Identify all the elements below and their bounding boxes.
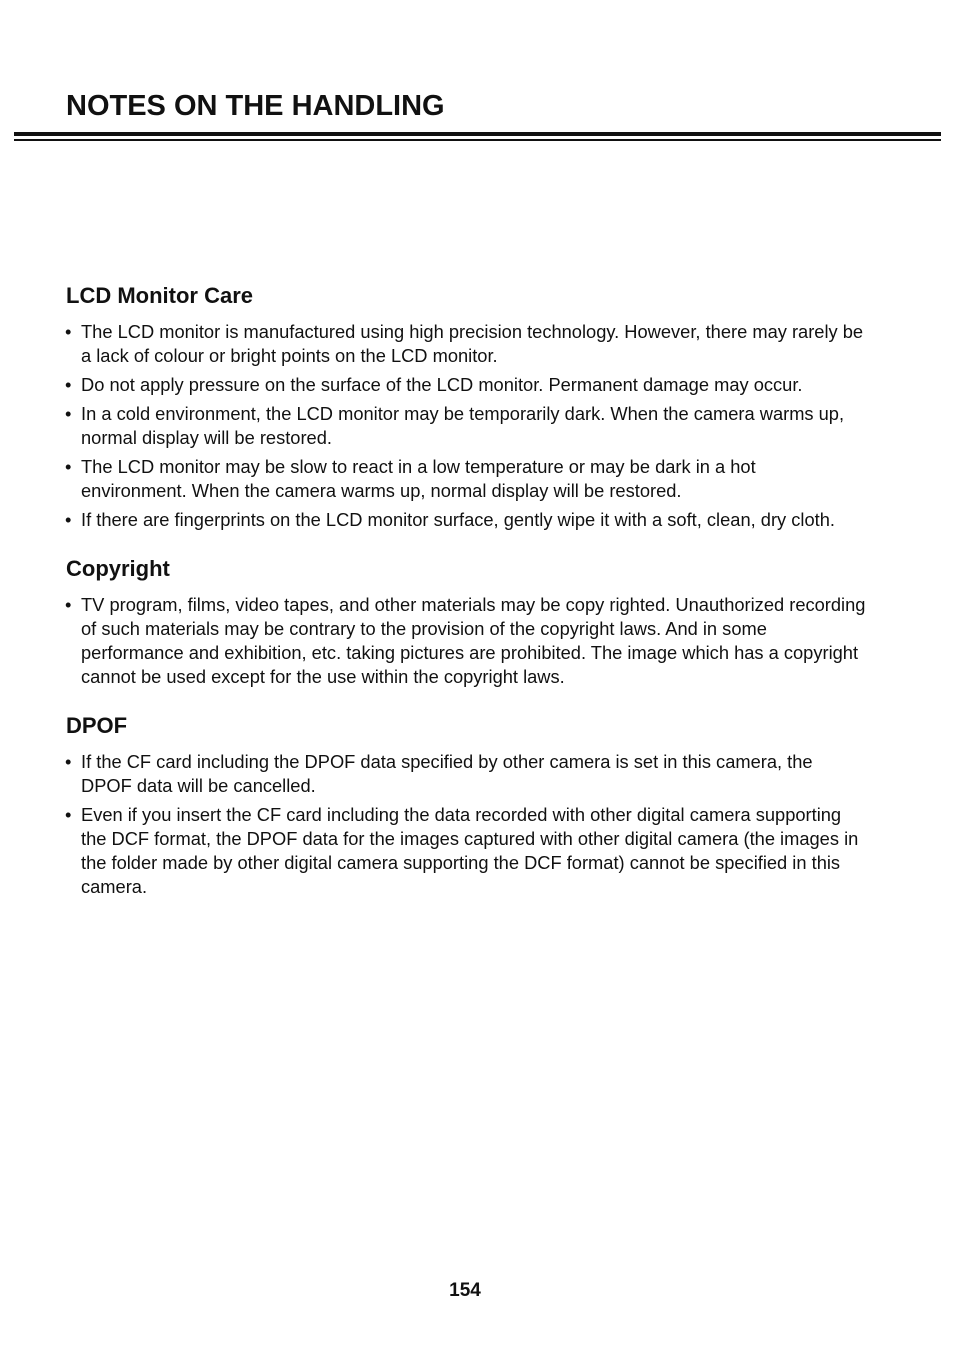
bullet-item — [66, 803, 866, 899]
bullet-text: Even if you insert the CF card including the data recorded with other digital camera supporting the DCF format, the DPOF data for the images captured with other digital camera (the images in the folder made by other digital camera supporting the DCF format) cannot be specified in this camera. — [81, 804, 859, 897]
content-area — [66, 281, 866, 921]
section-heading: DPOF — [66, 713, 128, 738]
bullet-item — [66, 455, 866, 503]
section-lcd-monitor-care — [66, 281, 866, 532]
page-title: NOTES ON THE HANDLING — [66, 90, 445, 122]
bullet-icon: • — [65, 321, 72, 342]
bullet-icon: • — [65, 374, 72, 395]
bullet-item — [66, 593, 866, 689]
bullet-text: If the CF card including the DPOF data specified by other camera is set in this camera, the DPOF data will be cancelled. — [81, 751, 813, 796]
bullet-text: TV program, films, video tapes, and other materials may be copy righted. Unauthorized recording of such materials may be contrary to the provision of the copyright laws. And in some performance and exhibition, etc. taking pictures are prohibited. The image which has a copyright cannot be used except for the use within the copyright laws. — [81, 594, 866, 687]
section-heading: LCD Monitor Care — [66, 283, 253, 308]
bullet-item — [66, 508, 866, 532]
bullet-icon: • — [65, 751, 72, 772]
bullet-item — [66, 402, 866, 450]
bullet-icon: • — [65, 804, 72, 825]
page-number: 154 — [449, 1280, 481, 1301]
bullet-list — [66, 320, 866, 532]
bullet-text: If there are fingerprints on the LCD monitor surface, gently wipe it with a soft, clean, dry cloth. — [81, 509, 835, 530]
bullet-list — [66, 750, 866, 899]
bullet-icon: • — [65, 509, 72, 530]
bullet-text: The LCD monitor may be slow to react in a low temperature or may be dark in a hot environment. When the camera warms up, normal display will be restored. — [81, 456, 756, 501]
title-rule-thick — [14, 132, 941, 136]
bullet-text: In a cold environment, the LCD monitor may be temporarily dark. When the camera warms up, normal display will be restored. — [81, 403, 845, 448]
bullet-item — [66, 750, 866, 798]
section-dpof — [66, 711, 866, 899]
bullet-icon: • — [65, 594, 72, 615]
bullet-text: Do not apply pressure on the surface of the LCD monitor. Permanent damage may occur. — [81, 374, 803, 395]
bullet-item — [66, 320, 866, 368]
title-rule-thin — [14, 139, 941, 141]
section-copyright — [66, 554, 866, 689]
bullet-icon: • — [65, 403, 72, 424]
bullet-item — [66, 373, 866, 397]
bullet-text: The LCD monitor is manufactured using high precision technology. However, there may rarely be a lack of colour or bright points on the LCD monitor. — [81, 321, 864, 366]
bullet-list — [66, 593, 866, 689]
section-heading: Copyright — [66, 556, 170, 581]
bullet-icon: • — [65, 456, 72, 477]
